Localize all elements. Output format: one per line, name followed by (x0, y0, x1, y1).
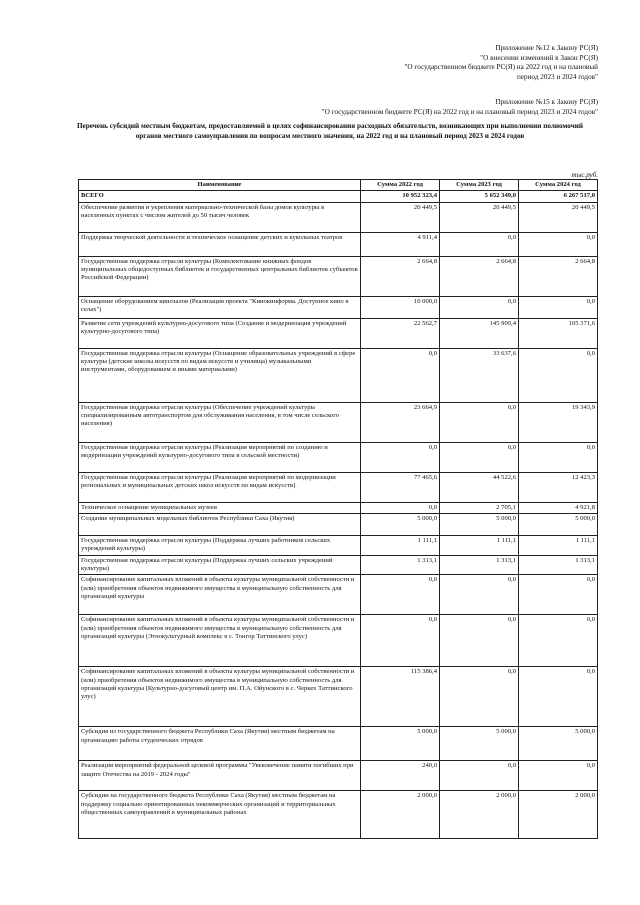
row-2022: 0,0 (361, 615, 440, 667)
table-row (79, 667, 598, 727)
row-2023: 20 449,5 (440, 202, 519, 232)
row-name: Государственная поддержка отрасли культуры (Комплектование книжных фондов муниципальных общедоступных библиотек и государственных центральных библиотек субъектов Российской Федерации) (79, 256, 361, 296)
document-title: Перечень субсидий местным бюджетам, предоставляемой в целях софинансирования расходных обязательств, возникающих при выполнении полномочий органов местного самоуправления по вопросам местного значения, на 2022 год и на плановый период 2023 и 2024 годов (76, 122, 584, 140)
row-2024: 0,0 (519, 575, 598, 615)
row-name: Создание муниципальных модельных библиотек Республики Саха (Якутия) (79, 513, 361, 535)
row-2022: 5 000,0 (361, 513, 440, 535)
table-row (79, 615, 598, 667)
row-2024: 0,0 (519, 232, 598, 256)
row-2022: 0,0 (361, 502, 440, 513)
row-2022: 1 313,1 (361, 555, 440, 575)
table-row (79, 761, 598, 791)
row-2023: 1 111,1 (440, 535, 519, 555)
table-row (79, 472, 598, 502)
row-2023: 0,0 (440, 761, 519, 791)
row-2023: 0,0 (440, 667, 519, 727)
row-2024: 5 000,0 (519, 727, 598, 761)
appendix-12-line-1: Приложение №12 к Закону РС(Я) (495, 44, 598, 52)
row-2022: 23 664,9 (361, 402, 440, 442)
row-name: Субсидии на государственного бюджета Республики Саха (Якутия) местным бюджетам на поддержку социально ориентированных некоммерческих организаций и территориальных общественных самоуправлений в муниципальных районах (79, 791, 361, 839)
row-2023: 5 000,0 (440, 727, 519, 761)
row-name: Софинансирование капитальных вложений в объекты культуры муниципальной собственности и (или) приобретения объектов недвижимого имущества в муниципальную собственность для организаций культуры (79, 575, 361, 615)
row-name: Реализация мероприятий федеральной целевой программы "Увековечение памяти погибших при защите Отечества на 2019 - 2024 годы" (79, 761, 361, 791)
table-row (79, 318, 598, 348)
header-name: Наименование (79, 180, 361, 191)
row-2022: 5 000,0 (361, 727, 440, 761)
row-2024: 1 111,1 (519, 535, 598, 555)
row-name: Оснащение оборудованием кинозалов (Реализация проекта "Кинокинформа. Доступное кино в селах") (79, 296, 361, 318)
appendix-15-line-2: "О государственном бюджете РС(Я) на 2022 год и на плановый период 2023 и 2024 годов" (321, 107, 598, 116)
row-2024: 0,0 (519, 442, 598, 472)
row-2022: 2 664,8 (361, 256, 440, 296)
row-2023: 0,0 (440, 402, 519, 442)
appendix-15-header (278, 98, 598, 117)
appendix-15-line-1: Приложение №15 к Закону РС(Я) (495, 98, 598, 106)
table-header-row (79, 180, 598, 191)
row-name: Поддержка творческой деятельности и техническое оснащение детских и кукольных театров (79, 232, 361, 256)
row-2023: 0,0 (440, 232, 519, 256)
row-2022: 115 386,4 (361, 667, 440, 727)
header-2024: Сумма 2024 год (519, 180, 598, 191)
total-label: ВСЕГО (79, 191, 361, 202)
row-2024: 2 000,0 (519, 791, 598, 839)
row-2024: 2 664,8 (519, 256, 598, 296)
row-name: Государственная поддержка отрасли культуры (Оснащение образовательных учреждений в сфере культуры (детские школы искусств по видам искусств и училища) музыкальными инструментами, оборудованием и иными материалами) (79, 348, 361, 402)
table-row (79, 202, 598, 232)
header-2023: Сумма 2023 год (440, 180, 519, 191)
row-name: Развитие сети учреждений культурно-досугового типа (Создание и модернизация учреждений культурно-досугового типа) (79, 318, 361, 348)
row-2024: 1 313,1 (519, 555, 598, 575)
table-row (79, 555, 598, 575)
row-name: Техническое оснащение муниципальных музеев (79, 502, 361, 513)
row-name: Государственная поддержка отрасли культуры (Реализация мероприятий по модернизации региональных и муниципальных детских школ искусств по видам искусств) (79, 472, 361, 502)
row-2023: 5 000,0 (440, 513, 519, 535)
row-2023: 2 705,1 (440, 502, 519, 513)
row-2022: 0,0 (361, 442, 440, 472)
row-2024: 0,0 (519, 615, 598, 667)
row-2024: 105 371,6 (519, 318, 598, 348)
row-2022: 240,0 (361, 761, 440, 791)
row-2023: 33 637,6 (440, 348, 519, 402)
row-2023: 0,0 (440, 575, 519, 615)
row-2022: 2 000,0 (361, 791, 440, 839)
row-2024: 20 449,5 (519, 202, 598, 232)
table-row (79, 727, 598, 761)
row-2023: 0,0 (440, 296, 519, 318)
row-2023: 44 522,6 (440, 472, 519, 502)
row-2024: 0,0 (519, 296, 598, 318)
table-row (79, 442, 598, 472)
total-2022: 10 952 323,4 (361, 191, 440, 202)
row-2024: 0,0 (519, 761, 598, 791)
table-row (79, 513, 598, 535)
row-name: Государственная поддержка отрасли культуры (Поддержка лучших сельских учреждений культуры) (79, 555, 361, 575)
subsidies-table (78, 179, 598, 839)
row-2023: 0,0 (440, 615, 519, 667)
table-row (79, 296, 598, 318)
table-row (79, 402, 598, 442)
row-2024: 0,0 (519, 348, 598, 402)
table-row (79, 256, 598, 296)
row-2023: 145 909,4 (440, 318, 519, 348)
table-row (79, 575, 598, 615)
appendix-12-line-4: период 2023 и 2024 годов" (516, 72, 598, 81)
total-row (79, 191, 598, 202)
row-2022: 0,0 (361, 575, 440, 615)
appendix-12-line-2: "О внесении изменений в Закон РС(Я) (480, 53, 598, 62)
row-2022: 1 111,1 (361, 535, 440, 555)
header-2022: Сумма 2022 год (361, 180, 440, 191)
row-2023: 2 664,8 (440, 256, 519, 296)
row-name: Государственная поддержка отрасли культуры (Поддержка лучших работников сельских учреждений культуры) (79, 535, 361, 555)
row-2022: 22 562,7 (361, 318, 440, 348)
row-2022: 20 449,5 (361, 202, 440, 232)
appendix-12-line-3: "О государственном бюджете РС(Я) на 2022 год и на плановый (404, 63, 598, 72)
total-2024: 6 267 517,0 (519, 191, 598, 202)
total-2023: 5 652 349,0 (440, 191, 519, 202)
row-2023: 2 000,0 (440, 791, 519, 839)
row-2024: 5 000,0 (519, 513, 598, 535)
row-2022: 4 911,4 (361, 232, 440, 256)
row-2022: 77 465,6 (361, 472, 440, 502)
row-2024: 4 921,8 (519, 502, 598, 513)
row-name: Обеспечение развития и укрепления материально-технической базы домов культуры в населенных пунктах с числом жителей до 50 тысяч человек (79, 202, 361, 232)
table-row (79, 232, 598, 256)
row-2024: 12 423,3 (519, 472, 598, 502)
row-name: Софинансирование капитальных вложений в объекты культуры муниципальной собственности и (или) приобретения объектов недвижимого имущества в муниципальную собственность для организаций культуры (Этнокультурный комплекс в с. Тонгор Таттинского улус) (79, 615, 361, 667)
row-name: Государственная поддержка отрасли культуры (Реализация мероприятий по созданию и модернизации учреждений культурно-досугового типа в сельской местности) (79, 442, 361, 472)
appendix-12-header (338, 44, 598, 82)
row-2023: 1 313,1 (440, 555, 519, 575)
row-name: Субсидия из государственного бюджета Республики Саха (Якутия) местным бюджетам на организацию работы студенческих отрядов (79, 727, 361, 761)
table-row (79, 535, 598, 555)
units-label: тыс.руб. (571, 171, 598, 179)
row-name: Государственная поддержка отрасли культуры (Обеспечение учреждений культуры специализированным автотранспортом для обслуживания населения, в том числе сельского населения) (79, 402, 361, 442)
row-2023: 0,0 (440, 442, 519, 472)
table-row (79, 502, 598, 513)
row-name: Софинансирование капитальных вложений в объекты культуры муниципальной собственности и (или) приобретения объектов недвижимого имущества в муниципальную собственность для организаций культуры (Культурно-досуговый центр им. П.А. Ойунского в с. Черкех Таттинского улус) (79, 667, 361, 727)
row-2022: 10 000,0 (361, 296, 440, 318)
row-2022: 0,0 (361, 348, 440, 402)
table-row (79, 791, 598, 839)
row-2024: 0,0 (519, 667, 598, 727)
row-2024: 19 343,9 (519, 402, 598, 442)
table-row (79, 348, 598, 402)
